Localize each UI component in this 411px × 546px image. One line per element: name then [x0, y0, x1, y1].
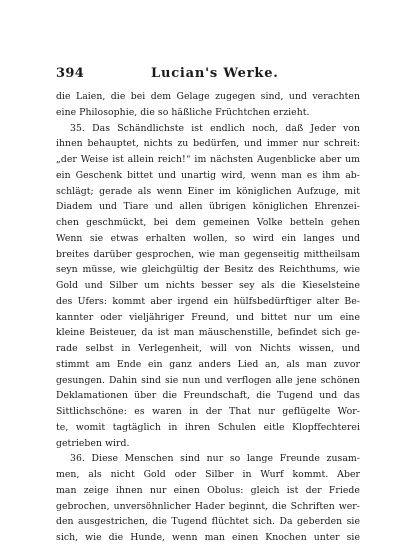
text-line: stimmt am Ende ein ganz anders Lied an, als man zuvor [56, 358, 360, 370]
text-line: Wenn sie etwas erhalten wollen, so wird ein langes und [56, 232, 360, 244]
text-line: Diadem und Tiare und allen übrigen königlichen Ehrenzei- [56, 201, 360, 213]
page-number: 394 [56, 66, 85, 81]
text-line: gesungen. Dahin sind sie nun und verflogen alle jene schönen [56, 374, 360, 386]
text-line: sich, wie die Hunde, wenn man einen Knochen unter sie [56, 532, 360, 543]
text-line: getrieben wird. [56, 437, 130, 449]
text-line: Deklamationen über die Freundschaft, die Tugend und das [56, 390, 360, 402]
text-line: man zeige ihnen nur einen Obolus: gleich ist der Friede [56, 484, 360, 496]
text-line: 36. Diese Menschen sind nur so lange Freunde zusam- [70, 453, 360, 465]
text-line: te, womit tagtäglich in ihren Schulen eitle Klopffechterei [56, 421, 360, 433]
text-line: Sittlichschöne: es waren in der That nur geflügelte Wor- [56, 406, 360, 417]
text-line: ihnen behauptet, nichts zu bedürfen, und immer nur schreit: [56, 138, 360, 150]
text-line: den ausgestrichen, die Tugend flüchtet sich. Da geberden sie [56, 516, 360, 528]
text-line: kleine Beisteuer, da ist man mäuschenstille, befindet sich ge- [56, 327, 360, 339]
text-line: Gold und Silber um nichts besser sey als die Kieselsteine [56, 280, 360, 291]
text-line: die Laien, die bei dem Gelage zugegen sind, und verachten [56, 91, 360, 102]
text-line: gebrochen, unversöhnlicher Hader beginnt, die Schriften wer- [56, 500, 360, 512]
text-line: schlägt; gerade als wenn Einer im königlichen Aufzuge, mit [56, 185, 360, 197]
body-text [56, 89, 360, 546]
text-line: „der Weise ist allein reich!“ im nächsten Augenblicke aber um [56, 154, 360, 165]
text-line: rade selbst in Verlegenheit, will von Nichts wissen, und [56, 343, 360, 354]
text-line: des Ufers: kommt aber irgend ein hülfsbedürftiger alter Be- [56, 295, 360, 307]
text-line: breites darüber gesprochen, wie man gegenseitig mittheilsam [56, 248, 360, 260]
text-line: ein Geschenk bittet und unartig wird, wenn man es ihm ab- [56, 169, 360, 181]
text-line: eine Philosophie, die so häßliche Früchtchen erzieht. [56, 106, 310, 118]
text-line: 35. Das Schändlichste ist endlich noch, daß Jeder von [70, 122, 360, 134]
running-title: Lucian's Werke. [151, 66, 279, 81]
text-line: kannter oder vieljähriger Freund, und bittet nur um eine [56, 311, 360, 323]
text-line: seyn müsse, wie gleichgültig der Besitz des Reichthums, wie [56, 264, 360, 276]
text-line: chen geschmückt, bei dem gemeinen Volke betteln gehen [56, 217, 360, 228]
text-line: men, als nicht Gold oder Silber in Wurf kommt. Aber [56, 469, 360, 480]
page-header [56, 66, 356, 84]
